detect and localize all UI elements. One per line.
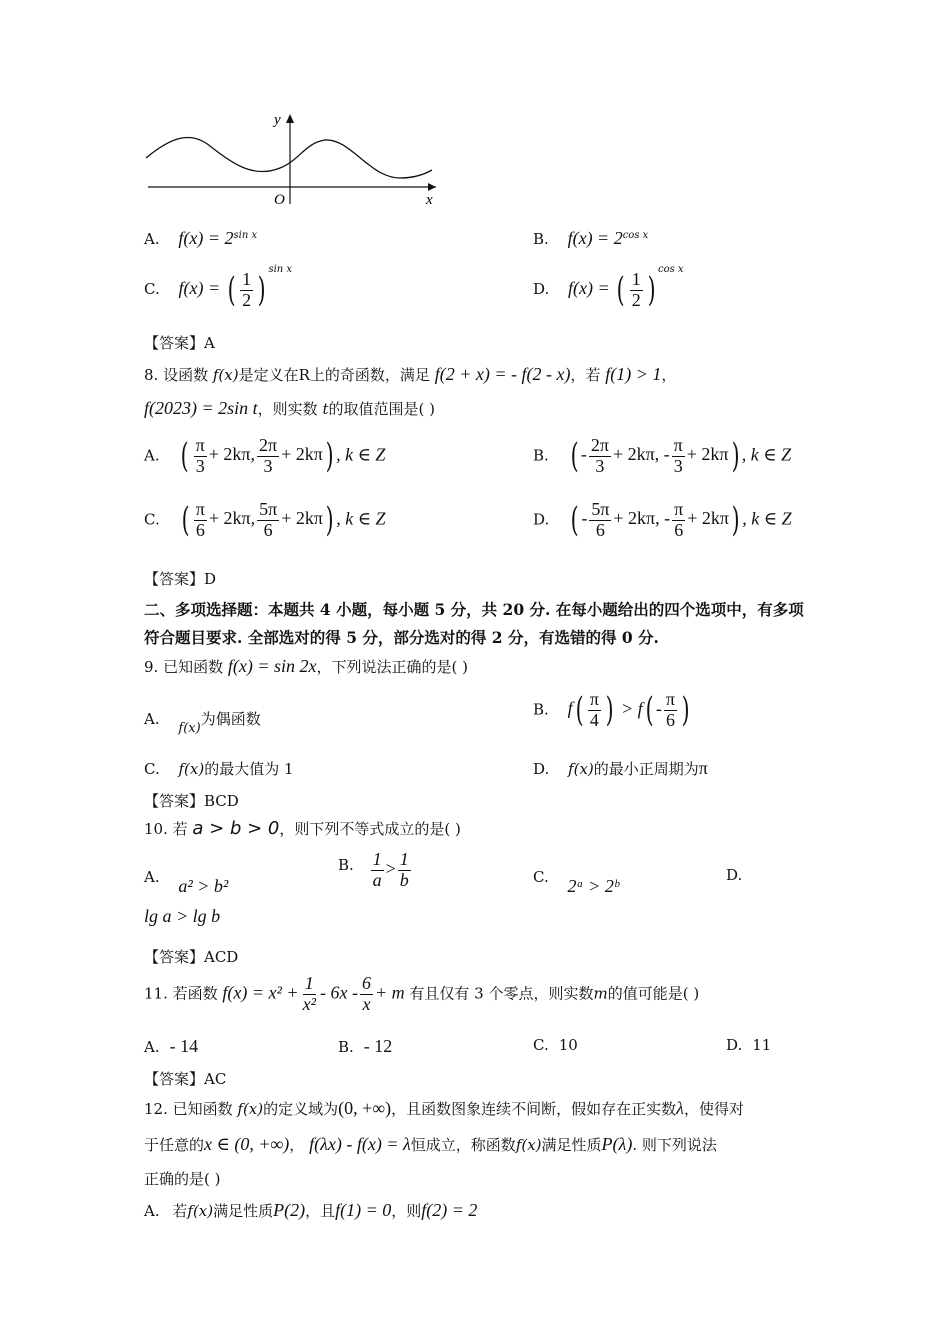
q9-option-a[interactable]: A. f(x)为偶函数 <box>144 710 261 736</box>
function-graph <box>140 108 450 208</box>
q11-option-d[interactable]: D. 11 <box>726 1036 772 1054</box>
q7-option-c[interactable]: C. f(x) = ( $\frac{1}{2}$ )$^{sin x}$ <box>144 264 293 310</box>
q9-stem: 9. 已知函数 f(x) = sin 2x，下列说法正确的是( ) <box>144 656 468 676</box>
q12-stem-line2: 于任意的x ∈ (0, +∞)， f(λx) - f(x) = λ恒成立，称函数f(x)满足性质P(λ). 则下列说法 <box>144 1134 717 1154</box>
q11-option-b[interactable]: B. - 12 <box>338 1036 393 1056</box>
q11-option-a[interactable]: A. - 14 <box>144 1036 199 1056</box>
q7-option-b[interactable]: B. $f(x) = 2^{cos x}$ <box>533 228 649 248</box>
q8-option-a[interactable]: A. ( $\frac{\pi}{3}$ + 2kπ, $\frac{2\pi}{3}$ + 2kπ) , k ∈ Z <box>144 435 386 477</box>
q8-stem-line1: 8. 设函数 f(x)是定义在R上的奇函数，满足 f(2 + x) = - f(2 - x)，若 f(1) > 1， <box>144 364 677 384</box>
origin-label: O <box>274 192 285 208</box>
q10-option-b[interactable]: B. $\frac{1}{a}$ > $\frac{1}{b}$ <box>338 849 409 890</box>
q7-answer: 【答案】A <box>144 334 215 352</box>
q10-option-d-expression: lg a > lg b <box>144 906 221 926</box>
curve <box>146 137 432 178</box>
x-axis-label: x <box>426 192 433 208</box>
q11-answer: 【答案】AC <box>144 1070 227 1088</box>
q8-option-d[interactable]: D. ( - $\frac{5\pi}{6}$ + 2kπ, - $\frac{\pi}{6}$ + 2kπ) , k ∈ Z <box>533 499 792 541</box>
q7-option-a[interactable]: A. $f(x) = 2^{sin x}$ <box>144 228 258 248</box>
q9-option-b[interactable]: B. f( $\frac{\pi}{4}$ ) > f( - $\frac{\pi}{6}$ ) <box>533 689 690 731</box>
q12-option-a[interactable]: A. 若f(x)满足性质P(2)，且f(1) = 0，则f(2) = 2 <box>144 1200 478 1220</box>
section2-line2: 符合题目要求. 全部选对的得 5 分，部分选对的得 2 分，有选错的得 0 分. <box>144 628 659 647</box>
q10-answer: 【答案】ACD <box>144 948 239 966</box>
y-axis-arrow <box>286 114 294 123</box>
section2-line1: 二、多项选择题：本题共 4 小题，每小题 5 分，共 20 分. 在每小题给出的四个选项中，有多项 <box>144 600 804 619</box>
q9-option-d[interactable]: D. f(x)的最小正周期为π <box>533 758 708 778</box>
q10-option-a[interactable]: A. a² > b² <box>144 868 229 896</box>
q8-option-b[interactable]: B. ( - $\frac{2\pi}{3}$ + 2kπ, - $\frac{\pi}{3}$ + 2kπ) , k ∈ Z <box>533 435 792 477</box>
q8-option-c[interactable]: C. ( $\frac{\pi}{6}$ + 2kπ, $\frac{5\pi}{6}$ + 2kπ) , k ∈ Z <box>144 499 386 541</box>
y-axis-label: y <box>274 112 281 128</box>
q7-option-d[interactable]: D. f(x) = ( $\frac{1}{2}$ )$^{cos x}$ <box>533 264 684 310</box>
q8-stem-line2: f(2023) = 2sin t，则实数 t的取值范围是( ) <box>144 398 435 418</box>
q10-stem: 10. 若 a > b > 0，则下列不等式成立的是( ) <box>144 818 461 839</box>
q11-stem: 11. 若函数 f(x) = x² + $\frac{1}{\text{x²}}$ - 6x - $\frac{6}{x}$ + m 有且仅有 3 个零点，则实数m的值可能是( ) <box>144 973 700 1014</box>
q10-option-d[interactable]: D. <box>726 866 743 884</box>
q9-option-c[interactable]: C. f(x)的最大值为 1 <box>144 760 294 778</box>
q10-option-c[interactable]: C. 2ᵃ > 2ᵇ <box>533 868 619 896</box>
q8-answer: 【答案】D <box>144 570 217 588</box>
x-axis-arrow <box>428 183 436 191</box>
q12-stem-line1: 12. 已知函数 f(x)的定义域为(0, +∞)，且函数图象连续不间断，假如存在正实数λ，使得对 <box>144 1098 744 1118</box>
q11-option-c[interactable]: C. 10 <box>533 1036 578 1054</box>
q9-answer: 【答案】BCD <box>144 792 239 810</box>
q12-stem-line3: 正确的是( ) <box>144 1170 221 1188</box>
